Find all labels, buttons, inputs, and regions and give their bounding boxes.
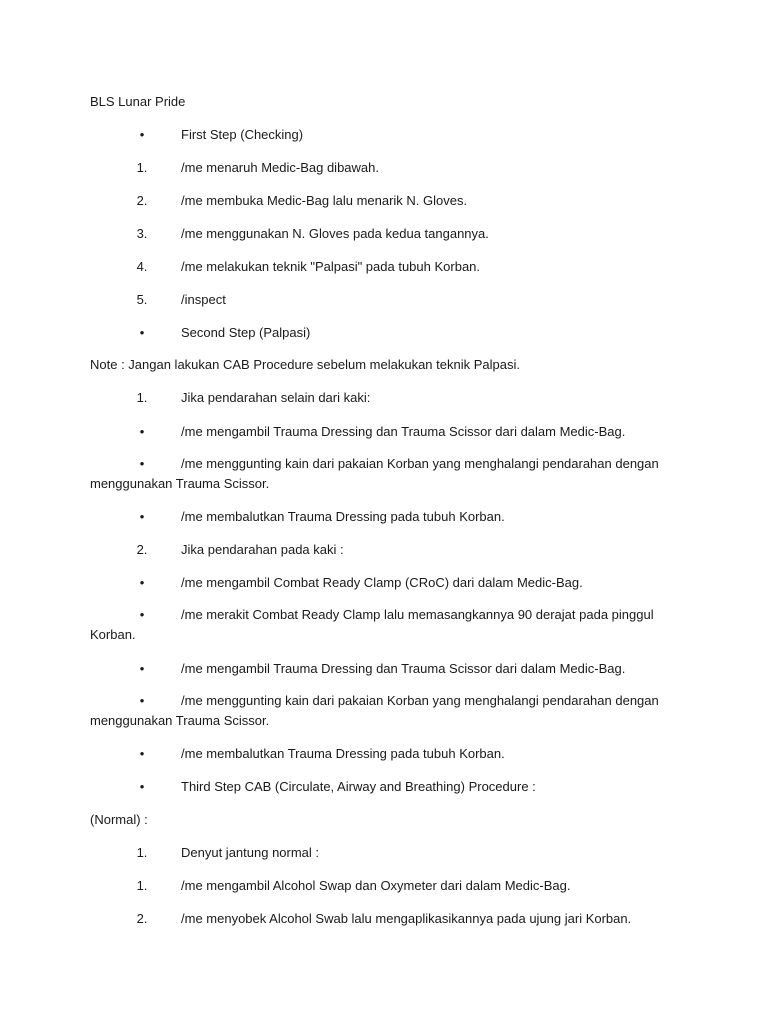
list-item-text: Jika pendarahan pada kaki : xyxy=(181,542,344,557)
number-marker: 2. xyxy=(136,193,148,208)
bullet-marker: • xyxy=(139,746,145,761)
bullet-marker: • xyxy=(139,127,145,142)
list-item-text: /me menggunakan N. Gloves pada kedua tangannya. xyxy=(181,226,489,241)
list-item-text: /me melakukan teknik "Palpasi" pada tubuh Korban. xyxy=(181,259,481,274)
list-item-text: /me mengambil Trauma Dressing dan Trauma Scissor dari dalam Medic-Bag. xyxy=(181,661,626,676)
number-marker: 1. xyxy=(136,878,148,893)
note-paragraph: Note : Jangan lakukan CAB Procedure sebelum melakukan teknik Palpasi. xyxy=(90,357,520,372)
list-item-continuation: menggunakan Trauma Scissor. xyxy=(90,713,270,728)
number-marker: 2. xyxy=(136,911,148,926)
bullet-marker: • xyxy=(139,575,145,590)
list-item-text: /inspect xyxy=(181,292,226,307)
number-marker: 5. xyxy=(136,292,148,307)
list-item-text: Third Step CAB (Circulate, Airway and Breathing) Procedure : xyxy=(181,779,536,794)
bullet-marker: • xyxy=(139,779,145,794)
bullet-marker: • xyxy=(139,456,145,471)
list-item-text: /me menyobek Alcohol Swab lalu mengaplikasikannya pada ujung jari Korban. xyxy=(181,911,632,926)
document-title: BLS Lunar Pride xyxy=(90,94,186,109)
bullet-marker: • xyxy=(139,693,145,708)
number-marker: 1. xyxy=(136,390,148,405)
bullet-marker: • xyxy=(139,325,145,340)
list-item-text: /me mengambil Alcohol Swap dan Oxymeter dari dalam Medic-Bag. xyxy=(181,878,571,893)
list-item-text: /me merakit Combat Ready Clamp lalu memasangkannya 90 derajat pada pinggul xyxy=(181,607,654,622)
list-item-text: /me membuka Medic-Bag lalu menarik N. Gloves. xyxy=(181,193,468,208)
bullet-marker: • xyxy=(139,607,145,622)
list-item-continuation: Korban. xyxy=(90,627,136,642)
number-marker: 1. xyxy=(136,160,148,175)
list-item-text: /me menggunting kain dari pakaian Korban yang menghalangi pendarahan dengan xyxy=(181,456,659,471)
bullet-marker: • xyxy=(139,424,145,439)
list-item-text: /me membalutkan Trauma Dressing pada tubuh Korban. xyxy=(181,746,505,761)
list-item-text: /me menaruh Medic-Bag dibawah. xyxy=(181,160,379,175)
list-item-text: /me membalutkan Trauma Dressing pada tubuh Korban. xyxy=(181,509,505,524)
list-item-text: Jika pendarahan selain dari kaki: xyxy=(181,390,371,405)
number-marker: 1. xyxy=(136,845,148,860)
number-marker: 2. xyxy=(136,542,148,557)
bullet-marker: • xyxy=(139,661,145,676)
bullet-marker: • xyxy=(139,509,145,524)
list-item-text: /me mengambil Trauma Dressing dan Trauma Scissor dari dalam Medic-Bag. xyxy=(181,424,626,439)
number-marker: 4. xyxy=(136,259,148,274)
list-item-text: Denyut jantung normal : xyxy=(181,845,320,860)
list-item-text: First Step (Checking) xyxy=(181,127,304,142)
list-item-text: /me menggunting kain dari pakaian Korban yang menghalangi pendarahan dengan xyxy=(181,693,659,708)
list-item-continuation: menggunakan Trauma Scissor. xyxy=(90,476,270,491)
number-marker: 3. xyxy=(136,226,148,241)
list-item-text: /me mengambil Combat Ready Clamp (CRoC) dari dalam Medic-Bag. xyxy=(181,575,583,590)
section-label: (Normal) : xyxy=(90,812,148,827)
list-item-text: Second Step (Palpasi) xyxy=(181,325,311,340)
